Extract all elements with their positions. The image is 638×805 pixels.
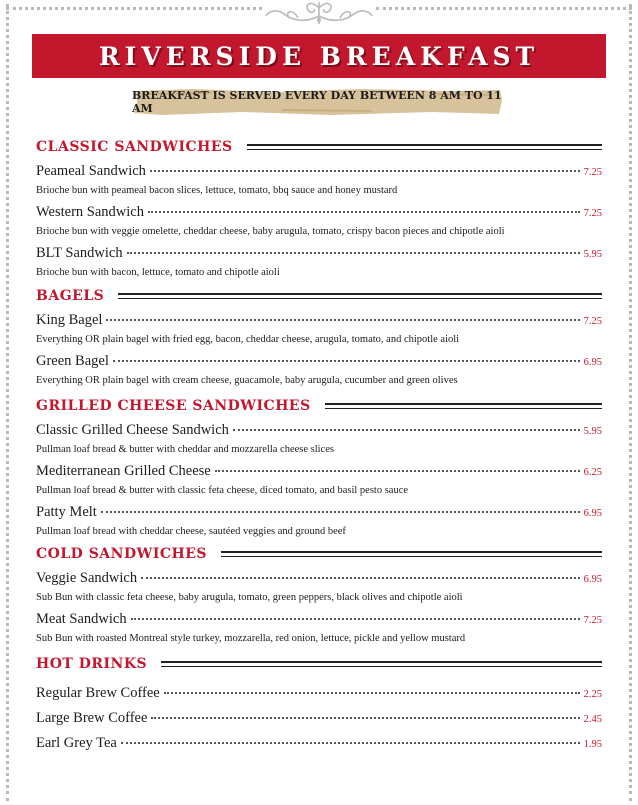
item-price: 6.25 (583, 467, 602, 478)
dot-leader (148, 211, 580, 213)
item-name: Peameal Sandwich (36, 163, 146, 179)
item-description: Brioche bun with bacon, lettuce, tomato and chipotle aioli (36, 267, 280, 278)
item-description: Sub Bun with roasted Montreal style turkey, mozzarella, red onion, lettuce, pickle and yellow mustard (36, 633, 466, 644)
section-header (36, 543, 602, 565)
section-cold-sandwiches (36, 543, 602, 647)
menu-title: RIVERSIDE BREAKFAST (98, 41, 540, 71)
item-name: Green Bagel (36, 353, 109, 369)
item-price: 7.25 (583, 208, 602, 219)
item-description: Brioche bun with peameal bacon slices, lettuce, tomato, bbq sauce and honey mustard (36, 185, 398, 196)
item-name: Western Sandwich (36, 204, 144, 220)
item-description: Pullman loaf bread & butter with cheddar and mozzarella cheese slices (36, 444, 334, 455)
section-header (36, 285, 602, 307)
menu-item (36, 611, 602, 647)
service-hours-text: BREAKFAST IS SERVED EVERY DAY BETWEEN 8 AM TO 11 AM (132, 89, 502, 115)
section-rule (221, 551, 602, 557)
item-price: 1.95 (583, 739, 602, 750)
menu-item (36, 570, 602, 606)
section-rule (161, 661, 602, 667)
menu-item (36, 504, 602, 540)
item-description: Pullman loaf bread & butter with classic feta cheese, diced tomato, and basil pesto sauce (36, 485, 409, 496)
menu-item (36, 312, 602, 348)
item-name: Veggie Sandwich (36, 570, 138, 586)
dot-leader (141, 577, 580, 579)
title-banner (32, 34, 606, 78)
item-name: Meat Sandwich (36, 611, 127, 627)
section-hot-drinks (36, 653, 602, 755)
section-rule (325, 403, 602, 409)
section-title: CLASSIC SANDWICHES (36, 139, 233, 155)
menu-item (36, 463, 602, 499)
left-dotted-border (6, 4, 9, 801)
menu-item (36, 422, 602, 458)
menu-item (36, 710, 602, 730)
top-dotted-border-right (376, 7, 632, 10)
menu-item (36, 685, 602, 705)
dot-leader (101, 511, 580, 513)
dot-leader (127, 252, 580, 254)
section-rule (118, 293, 602, 299)
item-price: 7.25 (583, 316, 602, 327)
menu-item (36, 245, 602, 281)
dot-leader (106, 319, 579, 321)
item-description: Everything OR plain bagel with fried egg, bacon, cheddar cheese, arugula, tomato, and chipotle aioli (36, 334, 460, 345)
item-name: Earl Grey Tea (36, 735, 117, 751)
item-name: Classic Grilled Cheese Sandwich (36, 422, 229, 438)
section-header (36, 136, 602, 158)
service-hours-banner (132, 88, 504, 116)
item-name: Large Brew Coffee (36, 710, 148, 726)
item-price: 5.95 (583, 426, 602, 437)
menu-item (36, 204, 602, 240)
section-title: HOT DRINKS (36, 656, 148, 672)
item-price: 7.25 (583, 615, 602, 626)
item-price: 5.95 (583, 249, 602, 260)
dot-leader (150, 170, 580, 172)
dot-leader (233, 429, 580, 431)
item-name: Regular Brew Coffee (36, 685, 160, 701)
section-title: GRILLED CHEESE SANDWICHES (36, 398, 311, 414)
section-bagels (36, 285, 602, 389)
item-price: 6.95 (583, 508, 602, 519)
item-name: Mediterranean Grilled Cheese (36, 463, 211, 479)
item-description: Pullman loaf bread with cheddar cheese, sautéed veggies and ground beef (36, 526, 346, 537)
item-description: Everything OR plain bagel with cream cheese, guacamole, baby arugula, cucumber and green olives (36, 375, 458, 386)
top-dotted-border-left (6, 7, 262, 10)
section-title: COLD SANDWICHES (36, 546, 208, 562)
dot-leader (121, 742, 580, 744)
right-dotted-border (629, 4, 632, 801)
section-rule (247, 144, 602, 150)
section-title: BAGELS (36, 288, 105, 304)
dot-leader (131, 618, 580, 620)
section-classic-sandwiches (36, 136, 602, 281)
menu-item (36, 353, 602, 389)
menu-item (36, 735, 602, 755)
item-price: 2.25 (583, 689, 602, 700)
item-name: King Bagel (36, 312, 103, 328)
section-grilled-cheese (36, 395, 602, 540)
section-header (36, 653, 602, 675)
item-description: Brioche bun with veggie omelette, cheddar cheese, baby arugula, tomato, crispy bacon pieces and chipotle aioli (36, 226, 505, 237)
dot-leader (113, 360, 580, 362)
item-price: 7.25 (583, 167, 602, 178)
dot-leader (215, 470, 580, 472)
item-name: BLT Sandwich (36, 245, 123, 261)
item-description: Sub Bun with classic feta cheese, baby arugula, tomato, green peppers, black olives and chipotle aioli (36, 592, 463, 603)
dot-leader (151, 717, 579, 719)
section-header (36, 395, 602, 417)
item-price: 6.95 (583, 357, 602, 368)
item-name: Patty Melt (36, 504, 97, 520)
item-price: 6.95 (583, 574, 602, 585)
item-price: 2.45 (583, 714, 602, 725)
menu-item (36, 163, 602, 199)
flourish-ornament-icon (264, 0, 374, 26)
dot-leader (164, 692, 580, 694)
